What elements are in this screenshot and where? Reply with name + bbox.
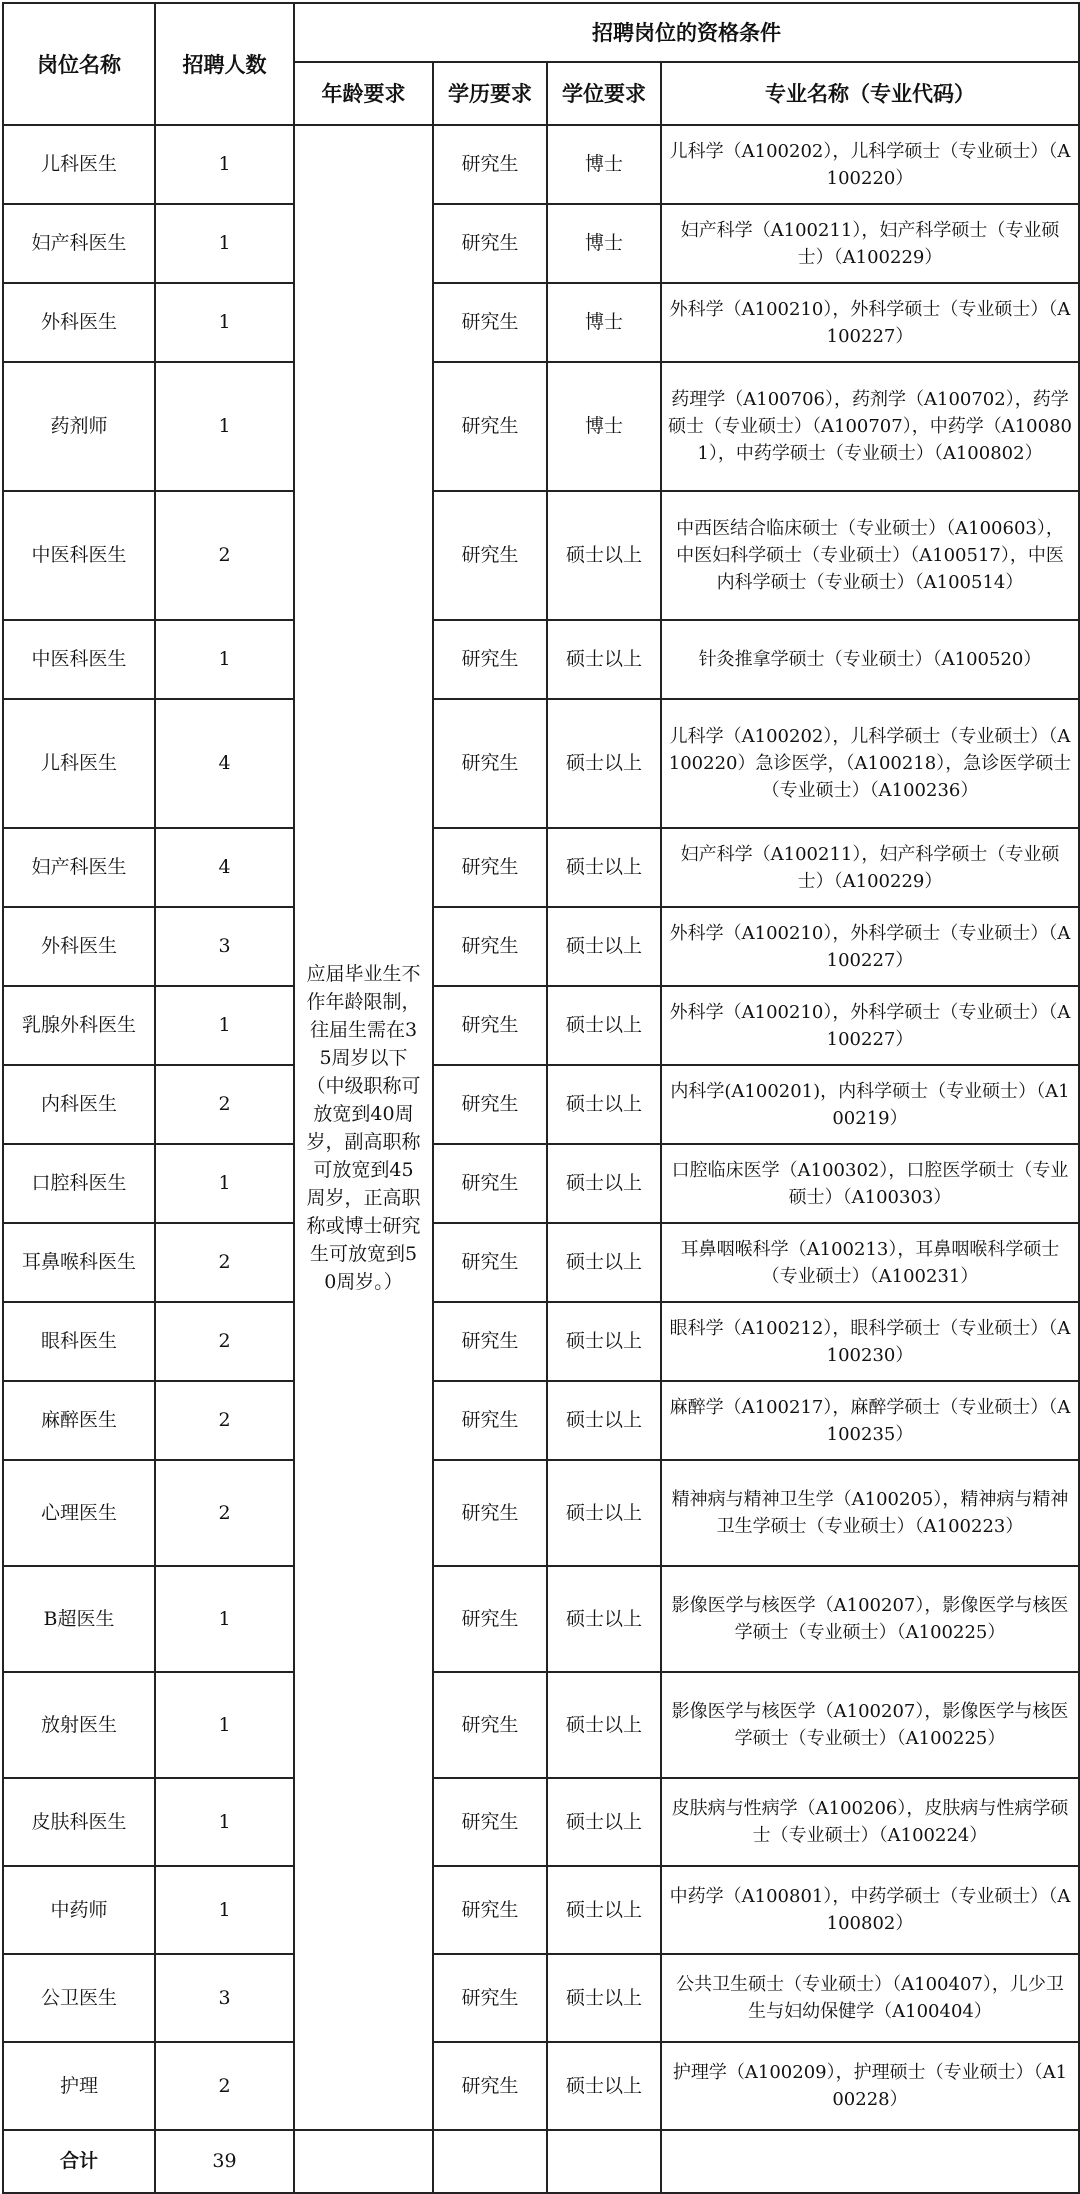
degree-cell: 博士 bbox=[547, 204, 661, 283]
degree-cell: 博士 bbox=[547, 283, 661, 362]
education-cell: 研究生 bbox=[433, 362, 547, 491]
position-name-cell: 妇产科医生 bbox=[3, 828, 155, 907]
header-education-requirement: 学历要求 bbox=[433, 62, 547, 125]
degree-cell: 硕士以上 bbox=[547, 1065, 661, 1144]
table-row bbox=[3, 1223, 1079, 1302]
header-qualifications: 招聘岗位的资格条件 bbox=[294, 3, 1079, 62]
education-cell: 研究生 bbox=[433, 1954, 547, 2042]
recruit-count-cell: 2 bbox=[155, 1302, 294, 1381]
header-recruit-count: 招聘人数 bbox=[155, 3, 294, 125]
education-cell: 研究生 bbox=[433, 1460, 547, 1566]
age-requirement-cell: 应届毕业生不作年龄限制，往届生需在35周岁以下（中级职称可放宽到40周岁，副高职称可放宽到45周岁，正高职称或博士研究生可放宽到50周岁。） bbox=[294, 125, 433, 2130]
major-cell: 内科学(A100201)，内科学硕士（专业硕士）（A100219） bbox=[661, 1065, 1079, 1144]
recruit-count-cell: 1 bbox=[155, 1672, 294, 1778]
education-cell: 研究生 bbox=[433, 1566, 547, 1672]
total-empty-cell bbox=[661, 2130, 1079, 2193]
position-name-cell: 口腔科医生 bbox=[3, 1144, 155, 1223]
recruit-count-cell: 1 bbox=[155, 1566, 294, 1672]
recruit-count-cell: 2 bbox=[155, 2042, 294, 2130]
table-row bbox=[3, 907, 1079, 986]
degree-cell: 硕士以上 bbox=[547, 2042, 661, 2130]
table-row bbox=[3, 204, 1079, 283]
degree-cell: 硕士以上 bbox=[547, 1566, 661, 1672]
table-row bbox=[3, 1460, 1079, 1566]
major-cell: 外科学（A100210），外科学硕士（专业硕士）（A100227） bbox=[661, 907, 1079, 986]
position-name-cell: 中医科医生 bbox=[3, 491, 155, 620]
total-row bbox=[3, 2130, 1079, 2193]
education-cell: 研究生 bbox=[433, 907, 547, 986]
education-cell: 研究生 bbox=[433, 1302, 547, 1381]
major-cell: 公共卫生硕士（专业硕士）（A100407），儿少卫生与妇幼保健学（A100404） bbox=[661, 1954, 1079, 2042]
education-cell: 研究生 bbox=[433, 620, 547, 699]
recruit-count-cell: 1 bbox=[155, 1778, 294, 1866]
recruit-count-cell: 1 bbox=[155, 986, 294, 1065]
major-cell: 妇产科学（A100211），妇产科学硕士（专业硕士）（A100229） bbox=[661, 828, 1079, 907]
recruit-count-cell: 1 bbox=[155, 204, 294, 283]
header-age-requirement: 年龄要求 bbox=[294, 62, 433, 125]
degree-cell: 硕士以上 bbox=[547, 986, 661, 1065]
table-row bbox=[3, 828, 1079, 907]
education-cell: 研究生 bbox=[433, 828, 547, 907]
major-cell: 中西医结合临床硕士（专业硕士）（A100603），中医妇科学硕士（专业硕士）（A100517），中医内科学硕士（专业硕士）（A100514） bbox=[661, 491, 1079, 620]
education-cell: 研究生 bbox=[433, 1672, 547, 1778]
header-major: 专业名称（专业代码） bbox=[661, 62, 1079, 125]
recruit-count-cell: 1 bbox=[155, 283, 294, 362]
recruit-count-cell: 1 bbox=[155, 362, 294, 491]
major-cell: 护理学（A100209），护理硕士（专业硕士）（A100228） bbox=[661, 2042, 1079, 2130]
degree-cell: 硕士以上 bbox=[547, 1460, 661, 1566]
education-cell: 研究生 bbox=[433, 1223, 547, 1302]
position-name-cell: 儿科医生 bbox=[3, 125, 155, 204]
position-name-cell: 乳腺外科医生 bbox=[3, 986, 155, 1065]
table-row bbox=[3, 986, 1079, 1065]
degree-cell: 硕士以上 bbox=[547, 1866, 661, 1954]
degree-cell: 硕士以上 bbox=[547, 491, 661, 620]
table-row bbox=[3, 1954, 1079, 2042]
major-cell: 药理学（A100706），药剂学（A100702），药学硕士（专业硕士）（A100707），中药学（A100801），中药学硕士（专业硕士）（A100802） bbox=[661, 362, 1079, 491]
major-cell: 外科学（A100210），外科学硕士（专业硕士）（A100227） bbox=[661, 283, 1079, 362]
recruitment-table bbox=[2, 2, 1080, 2194]
degree-cell: 硕士以上 bbox=[547, 828, 661, 907]
degree-cell: 硕士以上 bbox=[547, 1223, 661, 1302]
position-name-cell: 皮肤科医生 bbox=[3, 1778, 155, 1866]
position-name-cell: 外科医生 bbox=[3, 907, 155, 986]
table-row bbox=[3, 1866, 1079, 1954]
table-row bbox=[3, 2042, 1079, 2130]
major-cell: 皮肤病与性病学（A100206），皮肤病与性病学硕士（专业硕士）（A100224） bbox=[661, 1778, 1079, 1866]
position-name-cell: 放射医生 bbox=[3, 1672, 155, 1778]
position-name-cell: 护理 bbox=[3, 2042, 155, 2130]
table-row bbox=[3, 283, 1079, 362]
position-name-cell: 眼科医生 bbox=[3, 1302, 155, 1381]
recruit-count-cell: 1 bbox=[155, 125, 294, 204]
degree-cell: 硕士以上 bbox=[547, 1778, 661, 1866]
recruit-count-cell: 3 bbox=[155, 1954, 294, 2042]
position-name-cell: 中药师 bbox=[3, 1866, 155, 1954]
education-cell: 研究生 bbox=[433, 1866, 547, 1954]
table-row bbox=[3, 1302, 1079, 1381]
position-name-cell: 公卫医生 bbox=[3, 1954, 155, 2042]
table-row bbox=[3, 362, 1079, 491]
major-cell: 眼科学（A100212），眼科学硕士（专业硕士）（A100230） bbox=[661, 1302, 1079, 1381]
major-cell: 中药学（A100801），中药学硕士（专业硕士）（A100802） bbox=[661, 1866, 1079, 1954]
recruit-count-cell: 4 bbox=[155, 699, 294, 828]
recruit-count-cell: 1 bbox=[155, 620, 294, 699]
education-cell: 研究生 bbox=[433, 1144, 547, 1223]
position-name-cell: 外科医生 bbox=[3, 283, 155, 362]
recruit-count-cell: 2 bbox=[155, 1381, 294, 1460]
table-body bbox=[3, 125, 1079, 2193]
major-cell: 儿科学（A100202），儿科学硕士（专业硕士）（A100220） bbox=[661, 125, 1079, 204]
education-cell: 研究生 bbox=[433, 1778, 547, 1866]
degree-cell: 硕士以上 bbox=[547, 1672, 661, 1778]
table-row bbox=[3, 1144, 1079, 1223]
table-row bbox=[3, 620, 1079, 699]
major-cell: 精神病与精神卫生学（A100205），精神病与精神卫生学硕士（专业硕士）（A100223） bbox=[661, 1460, 1079, 1566]
total-label: 合计 bbox=[3, 2130, 155, 2193]
degree-cell: 硕士以上 bbox=[547, 1302, 661, 1381]
degree-cell: 硕士以上 bbox=[547, 620, 661, 699]
table-row bbox=[3, 1381, 1079, 1460]
recruit-count-cell: 1 bbox=[155, 1866, 294, 1954]
major-cell: 针灸推拿学硕士（专业硕士）（A100520） bbox=[661, 620, 1079, 699]
position-name-cell: B超医生 bbox=[3, 1566, 155, 1672]
recruit-count-cell: 2 bbox=[155, 1460, 294, 1566]
table-row bbox=[3, 699, 1079, 828]
total-empty-cell bbox=[433, 2130, 547, 2193]
major-cell: 影像医学与核医学（A100207），影像医学与核医学硕士（专业硕士）（A100225） bbox=[661, 1672, 1079, 1778]
table-row bbox=[3, 1065, 1079, 1144]
education-cell: 研究生 bbox=[433, 1381, 547, 1460]
major-cell: 妇产科学（A100211），妇产科学硕士（专业硕士）（A100229） bbox=[661, 204, 1079, 283]
position-name-cell: 妇产科医生 bbox=[3, 204, 155, 283]
degree-cell: 硕士以上 bbox=[547, 1954, 661, 2042]
education-cell: 研究生 bbox=[433, 491, 547, 620]
degree-cell: 硕士以上 bbox=[547, 1144, 661, 1223]
major-cell: 麻醉学（A100217），麻醉学硕士（专业硕士）（A100235） bbox=[661, 1381, 1079, 1460]
position-name-cell: 耳鼻喉科医生 bbox=[3, 1223, 155, 1302]
major-cell: 外科学（A100210），外科学硕士（专业硕士）（A100227） bbox=[661, 986, 1079, 1065]
degree-cell: 硕士以上 bbox=[547, 1381, 661, 1460]
position-name-cell: 儿科医生 bbox=[3, 699, 155, 828]
position-name-cell: 内科医生 bbox=[3, 1065, 155, 1144]
major-cell: 儿科学（A100202），儿科学硕士（专业硕士）（A100220）急诊医学，（A100218），急诊医学硕士（专业硕士）（A100236） bbox=[661, 699, 1079, 828]
recruit-count-cell: 2 bbox=[155, 1065, 294, 1144]
recruit-count-cell: 4 bbox=[155, 828, 294, 907]
education-cell: 研究生 bbox=[433, 986, 547, 1065]
header-degree-requirement: 学位要求 bbox=[547, 62, 661, 125]
education-cell: 研究生 bbox=[433, 283, 547, 362]
position-name-cell: 心理医生 bbox=[3, 1460, 155, 1566]
header-position-name: 岗位名称 bbox=[3, 3, 155, 125]
table-row bbox=[3, 1672, 1079, 1778]
degree-cell: 硕士以上 bbox=[547, 699, 661, 828]
total-empty-cell bbox=[294, 2130, 433, 2193]
major-cell: 耳鼻咽喉科学（A100213），耳鼻咽喉科学硕士（专业硕士）（A100231） bbox=[661, 1223, 1079, 1302]
table-row bbox=[3, 491, 1079, 620]
total-empty-cell bbox=[547, 2130, 661, 2193]
education-cell: 研究生 bbox=[433, 125, 547, 204]
table-row bbox=[3, 1778, 1079, 1866]
education-cell: 研究生 bbox=[433, 1065, 547, 1144]
education-cell: 研究生 bbox=[433, 204, 547, 283]
education-cell: 研究生 bbox=[433, 2042, 547, 2130]
total-count: 39 bbox=[155, 2130, 294, 2193]
recruit-count-cell: 3 bbox=[155, 907, 294, 986]
degree-cell: 博士 bbox=[547, 362, 661, 491]
position-name-cell: 麻醉医生 bbox=[3, 1381, 155, 1460]
position-name-cell: 中医科医生 bbox=[3, 620, 155, 699]
major-cell: 影像医学与核医学（A100207），影像医学与核医学硕士（专业硕士）（A100225） bbox=[661, 1566, 1079, 1672]
table-row bbox=[3, 1566, 1079, 1672]
position-name-cell: 药剂师 bbox=[3, 362, 155, 491]
degree-cell: 博士 bbox=[547, 125, 661, 204]
education-cell: 研究生 bbox=[433, 699, 547, 828]
degree-cell: 硕士以上 bbox=[547, 907, 661, 986]
recruit-count-cell: 1 bbox=[155, 1144, 294, 1223]
major-cell: 口腔临床医学（A100302），口腔医学硕士（专业硕士）（A100303） bbox=[661, 1144, 1079, 1223]
recruit-count-cell: 2 bbox=[155, 491, 294, 620]
recruit-count-cell: 2 bbox=[155, 1223, 294, 1302]
table-row bbox=[3, 125, 1079, 204]
